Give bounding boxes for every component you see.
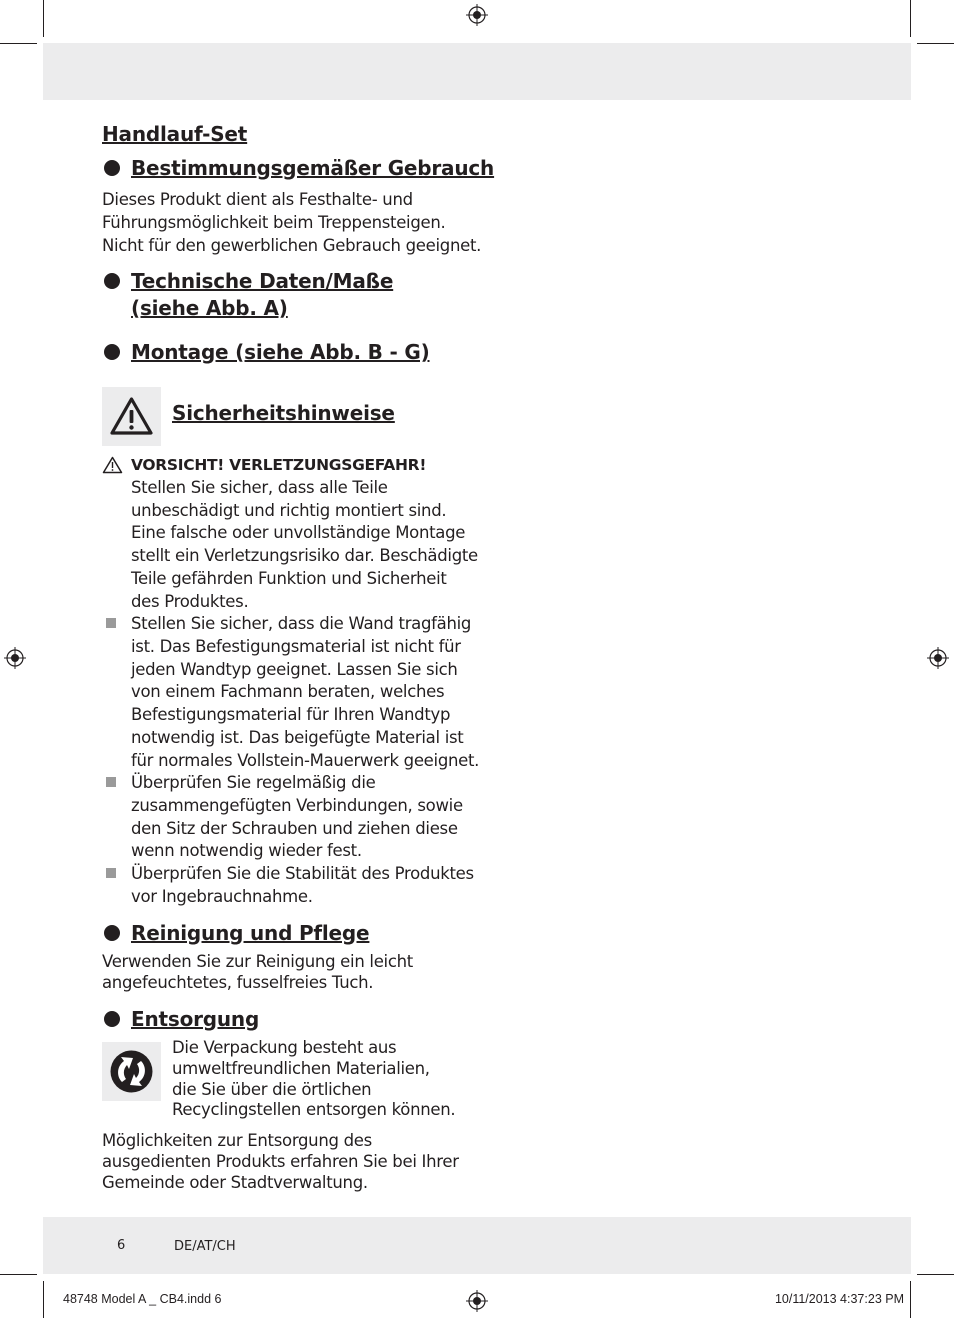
crop-mark (910, 1281, 911, 1318)
crop-mark (0, 1274, 37, 1275)
list-item (131, 613, 479, 773)
section-title: Bestimmungsgemäßer Gebrauch (131, 156, 495, 180)
bullet-square (106, 868, 116, 878)
text-line: Verwenden Sie zur Reinigung ein leicht (102, 952, 413, 971)
warning-triangle-icon (102, 387, 161, 446)
text-line: umweltfreundlichen Materialien, (172, 1058, 430, 1078)
crop-mark (43, 1281, 44, 1318)
text-line: ist. Das Befestigungsmaterial ist nicht für (131, 636, 461, 656)
warning-heading: VORSICHT! VERLETZUNGSGEFAHR! (131, 456, 427, 474)
recycling-icon-box (102, 1042, 161, 1101)
text-line: Möglichkeiten zur Entsorgung des (102, 1131, 372, 1150)
section-title: Entsorgung (131, 1007, 260, 1031)
bullet-dot (104, 273, 120, 289)
warning-block (131, 454, 478, 614)
country-code: DE/AT/CH (174, 1239, 236, 1254)
page-title: Handlauf-Set (102, 122, 248, 146)
footer-band (43, 1217, 911, 1274)
reinigung-text (102, 951, 413, 993)
section-title: Montage (siehe Abb. B - G) (131, 340, 430, 364)
text-line: Stellen Sie sicher, dass die Wand tragfähig (131, 614, 472, 633)
text-line: notwendig ist. Das beigefügte Material ist (131, 727, 464, 747)
text-line: stellt ein Verletzungsrisiko dar. Beschädigte (131, 546, 478, 566)
recycling-green-dot-icon (102, 1042, 161, 1101)
slug-timestamp: 10/11/2013 4:37:23 PM (774, 1292, 904, 1306)
text-line: Teile gefährden Funktion und Sicherheit (131, 568, 447, 588)
text-line: jeden Wandtyp geeignet. Lassen Sie sich (131, 659, 458, 679)
text-line: wenn notwendig wieder fest. (131, 841, 362, 861)
list-item (131, 863, 474, 909)
bullet-square (106, 777, 116, 787)
text-line: Überprüfen Sie die Stabilität des Produktes (131, 864, 474, 883)
crop-mark (0, 43, 37, 44)
text-line: Stellen Sie sicher, dass alle Teile (131, 477, 388, 497)
header-band (43, 43, 911, 100)
text-line: die Sie über die örtlichen (172, 1079, 372, 1099)
list-item (131, 772, 463, 863)
text-line: angefeuchtetes, fusselfreies Tuch. (102, 973, 374, 992)
registration-mark-icon (466, 1290, 488, 1312)
section-title: Technische Daten/Maße (131, 269, 394, 293)
text-line: Recyclingstellen entsorgen können. (172, 1100, 456, 1120)
text-line: ausgedienten Produkts erfahren Sie bei Ihrer (102, 1151, 459, 1171)
text-line: Gemeinde oder Stadtverwaltung. (102, 1172, 368, 1192)
crop-mark (910, 0, 911, 37)
text-line: Führungsmöglichkeit beim Treppensteigen. (102, 213, 446, 232)
section-title: (siehe Abb. A) (131, 296, 288, 320)
text-line: für normales Vollstein-Mauerwerk geeignet. (131, 750, 480, 770)
bullet-square (106, 618, 116, 628)
slug-file-name: 48748 Model A _ CB4.indd 6 (63, 1292, 222, 1306)
text-line: Nicht für den gewerblichen Gebrauch geeignet. (102, 236, 482, 255)
section-sicherheit-title: Sicherheitshinweise (172, 401, 395, 425)
text-line: zusammengefügten Verbindungen, sowie (131, 795, 463, 815)
page-number: 6 (117, 1238, 126, 1253)
bullet-dot (104, 344, 120, 360)
registration-mark-icon (4, 647, 26, 669)
text-line: den Sitz der Schrauben und ziehen diese (131, 818, 458, 838)
text-line: vor Ingebrauchnahme. (131, 886, 313, 906)
bullet-dot (104, 160, 120, 176)
entsorgung-text (102, 1131, 459, 1193)
warning-triangle-icon (102, 456, 123, 474)
text-line: unbeschädigt und richtig montiert sind. (131, 500, 447, 520)
section-title: Reinigung und Pflege (131, 921, 370, 945)
entsorgung-icon-text (172, 1038, 455, 1121)
text-line: Überprüfen Sie regelmäßig die (131, 773, 376, 792)
safety-icon-box (102, 387, 161, 446)
bullet-dot (104, 925, 120, 941)
crop-mark (43, 0, 44, 37)
text-line: des Produktes. (131, 591, 249, 611)
text-line: Dieses Produkt dient als Festhalte- und (102, 190, 413, 209)
text-line: von einem Fachmann beraten, welches (131, 682, 445, 702)
text-line: Eine falsche oder unvollständige Montage (131, 523, 466, 543)
registration-mark-icon (927, 647, 949, 669)
bullet-dot (104, 1011, 120, 1027)
text-line: Befestigungsmaterial für Ihren Wandtyp (131, 705, 451, 725)
registration-mark-icon (466, 4, 488, 26)
crop-mark (917, 43, 954, 44)
crop-mark (917, 1274, 954, 1275)
text-line: Die Verpackung besteht aus (172, 1038, 397, 1057)
gebrauch-text (102, 188, 481, 257)
